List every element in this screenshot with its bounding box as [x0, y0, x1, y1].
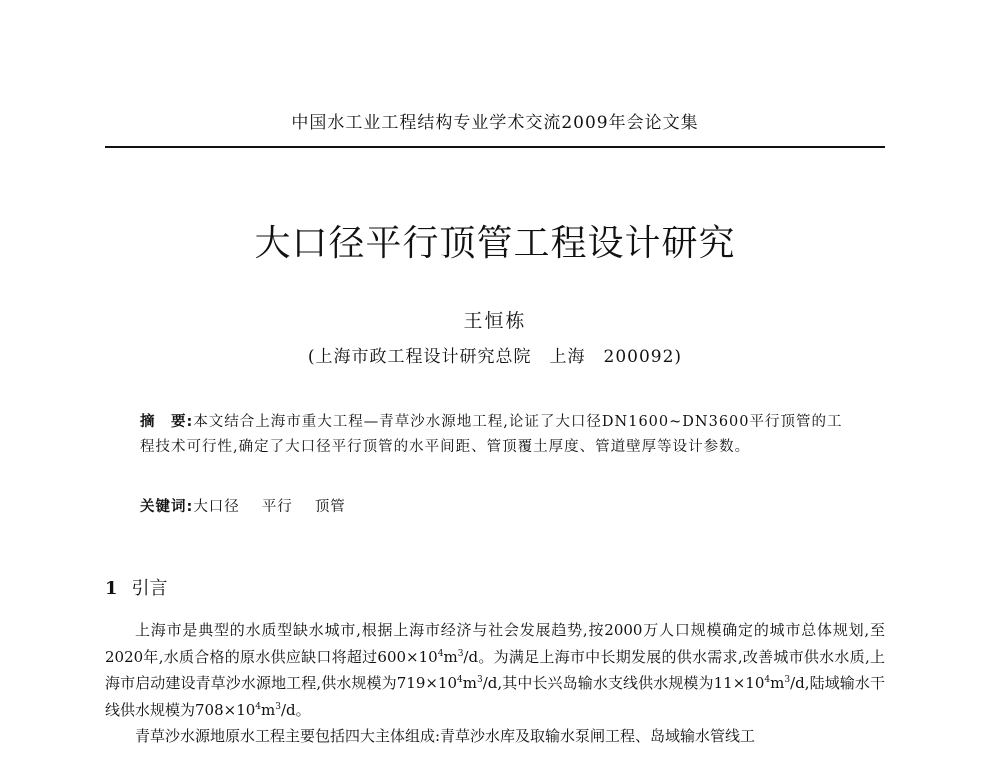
superscript: 4 [457, 675, 463, 685]
superscript: 3 [784, 675, 791, 685]
superscript: 3 [477, 675, 483, 685]
author-name: 王恒栋 [463, 310, 527, 332]
paragraph [105, 617, 885, 723]
keywords [140, 495, 855, 520]
keyword-item: 平行 [261, 499, 293, 515]
superscript: 4 [437, 648, 444, 659]
header-rule [105, 146, 885, 148]
keywords-label: 关键词: [140, 499, 194, 515]
abstract [140, 410, 855, 460]
abstract-text: 本文结合上海市重大工程—青草沙水源地工程,论证了大口径DN1600~DN3600平行顶管的工程技术可行性,确定了大口径平行顶管的水平间距、管顶覆土厚度、管道壁厚等设计参数。 [140, 414, 843, 455]
keyword-item: 大口径 [193, 499, 240, 515]
superscript: 3 [275, 701, 281, 712]
text-run: /d。为满足上海市中长期发展的供水需求,改善城市供水水质,上海市启动建设青草沙水源地工程,供水规模为719×10 [105, 647, 885, 692]
paragraph: 青草沙水源地原水工程主要包括四大主体组成:青草沙水库及取输水泵闸工程、岛域输水管线工 [135, 727, 756, 745]
superscript: 4 [255, 701, 262, 712]
text-run: /d,陆域输水干线供水规模为708×10 [105, 674, 885, 719]
keyword-item: 顶管 [314, 499, 346, 515]
section-title: 引言 [131, 578, 168, 599]
author-affiliation: (上海市政工程设计研究总院 上海 200092) [307, 347, 683, 367]
text-run: /d,其中长兴岛输水支线供水规模为11×10 [482, 674, 765, 692]
text-run: /d。 [281, 700, 311, 719]
section-number: 1 [105, 578, 118, 599]
text-run: m [261, 700, 276, 719]
text-run: m [770, 674, 785, 692]
text-run: m [443, 647, 458, 666]
superscript: 4 [764, 675, 771, 685]
text-run: 上海市是典型的水质型缺水城市,根据上海市经济与社会发展趋势,按2000万人口规模确定的城市总体规划,至2020年,水质合格的原水供应缺口将超过600×10 [105, 621, 885, 666]
text-run: m [462, 674, 477, 692]
body-text [105, 617, 885, 750]
abstract-label: 摘 要: [140, 414, 194, 430]
paper-title: 大口径平行顶管工程设计研究 [254, 223, 736, 264]
superscript: 3 [457, 648, 464, 659]
running-header: 中国水工业工程结构专业学术交流2009年会论文集 [291, 113, 699, 133]
section-heading [105, 574, 885, 600]
